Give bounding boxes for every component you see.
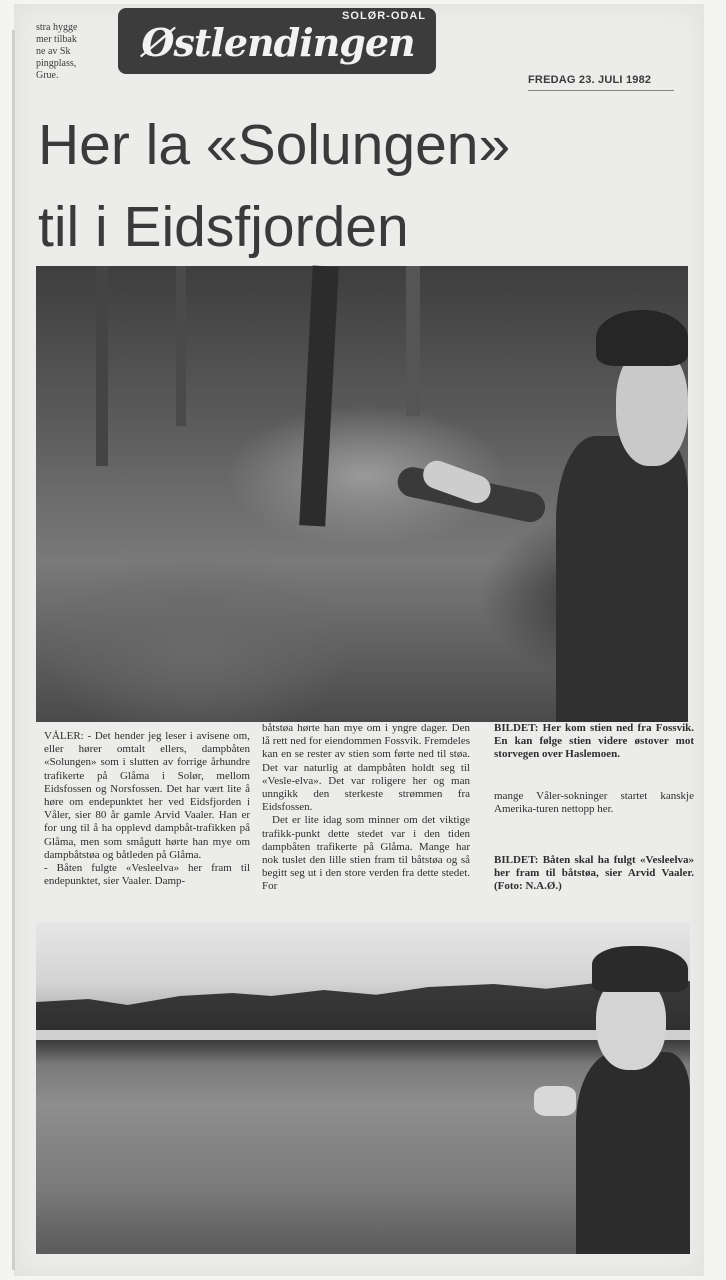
man-body (556, 436, 688, 722)
issue-date: FREDAG 23. JULI 1982 (528, 74, 652, 86)
article-column-1 (44, 730, 250, 888)
article-paragraph: båtstøa hørte han mye om i yngre dager. Den lå rett ned for eiendommen Fossvik. Fremdeles kan en se rester av stien som førte ned til støa. Det var naturlig at dampbåten holdt seg til «Vesle-elva». Det var roligere her og man unngikk den sterkeste strømmen fra Eidsfossen. (262, 722, 470, 814)
masthead-title: Østlendingen (141, 20, 415, 65)
water-reflection (36, 1040, 690, 1064)
article-paragraph: mange Våler-sokninger startet kanskje Amerika-turen nettopp her. (494, 789, 694, 815)
tree-trunk (299, 265, 339, 526)
article-paragraph: - Båten fulgte «Vesleelva» her fram til endepunktet, sier Vaaler. Damp- (44, 862, 250, 888)
cut-off-next-headline (36, 1262, 696, 1276)
masthead-logo (118, 8, 436, 74)
fragment-line: Grue. (36, 70, 59, 81)
date-rule (528, 90, 674, 91)
clipping-edge (12, 30, 15, 1270)
tree-trunk (406, 266, 420, 416)
man-body (576, 1052, 690, 1254)
photo-caption-1: BILDET: Her kom stien ned fra Fossvik. En kan følge stien videre østover mot storvegen over Haslemoen. (494, 722, 694, 761)
photo-river-landscape (36, 922, 690, 1254)
fragment-line: stra hygge (36, 22, 78, 33)
man-hand (534, 1086, 576, 1116)
article-column-2 (262, 722, 470, 894)
photo-path-in-woods (36, 266, 688, 722)
masthead-subtitle: SOLØR-ODAL (342, 10, 426, 22)
fragment-line: pingplass, (36, 58, 77, 69)
tree-trunk (96, 266, 108, 466)
shoreline (36, 1030, 690, 1040)
headline-line-2: til i Eidsfjorden (38, 195, 409, 259)
fragment-line: ne av Sk (36, 46, 71, 57)
photo-caption-2: BILDET: Båten skal ha fulgt «Vesleelva» her fram til båtstøa, sier Arvid Vaaler.(Foto: N.A.Ø.) (494, 854, 694, 893)
headline-line-1: Her la «Solungen» (38, 113, 511, 177)
headline (38, 104, 678, 268)
man-cap (596, 310, 688, 366)
fragment-line: mer tilbak (36, 34, 77, 45)
man-cap (592, 946, 688, 992)
article-paragraph: Det er lite idag som minner om det viktige trafikk-punkt dette stedet var i den tiden dampbåten trafikerte på Glåma. Mange har nok tuslet den lille stien fram til båtstøa og så begitt seg ut i den store verden fra dette stedet. For (262, 814, 470, 893)
article-paragraph: VÅLER: - Det hender jeg leser i avisene om, eller hører omtalt ellers, dampbåten «Solungen» som i slutten av forrige århundre trafikerte på Glåma i Solør, mellom Eidsfossen og Norsfossen. Det har vært lite å høre om endepunktet her ved Eidsfjorden i Våler, sier 80 år gamle Arvid Vaaler. Han er for ung til å ha opplevd dampbåt-trafikken på Glåma, men som smågutt hørte han mye om dampbåtstøa og båtleden på Glåma. (44, 730, 250, 861)
tree-trunk (176, 266, 186, 426)
article-column-3 (494, 722, 694, 894)
